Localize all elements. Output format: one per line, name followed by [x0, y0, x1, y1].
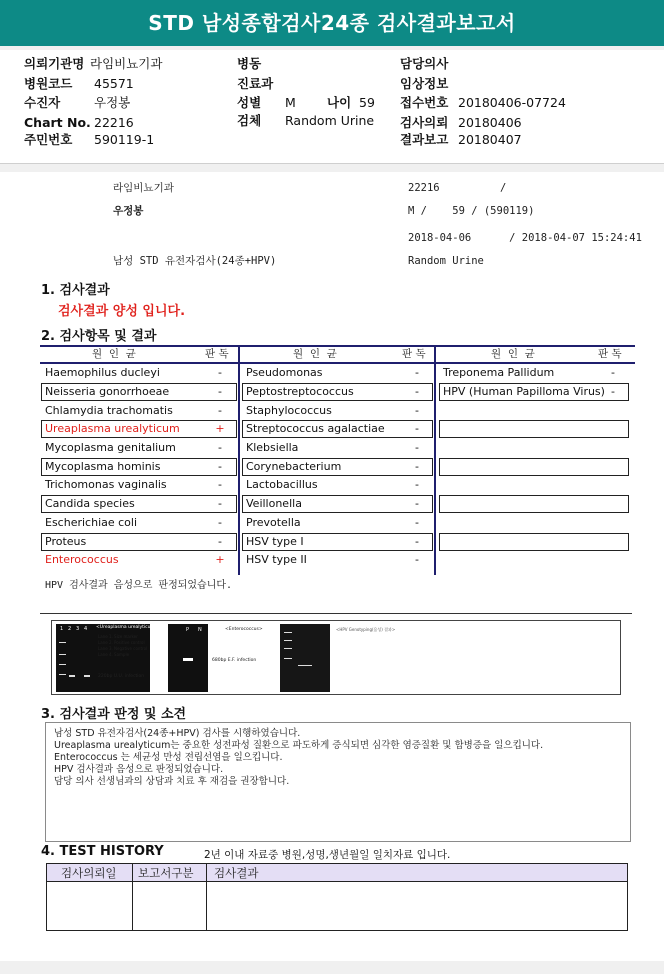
- test-history-note: 2년 이내 자료중 병원,성명,생년월일 일치자료 입니다.: [204, 849, 451, 861]
- pathogen-result: -: [218, 535, 222, 548]
- pathogen-name-positive: Ureaplasma urealyticum: [45, 422, 180, 435]
- pathogen-result: -: [218, 497, 222, 510]
- pathogen-name: Neisseria gonorrhoeae: [45, 385, 170, 398]
- gel-legend-line: Lane 1. Size marker: [98, 634, 138, 639]
- pathogen-result: -: [611, 366, 615, 379]
- opinion-line: Enterococcus 는 세균성 만성 전립선염을 일으킵니다.: [54, 752, 283, 763]
- empty-row-box: [439, 458, 629, 476]
- pathogen-name: Pseudomonas: [246, 366, 323, 379]
- header-label: 병원코드: [24, 76, 73, 91]
- header-receipt-no: [400, 95, 566, 111]
- gel-band-label: 220bp U.U. infection: [98, 674, 145, 679]
- header-request-date: [400, 115, 522, 131]
- col-header-pathogen: 원 인 균: [293, 348, 337, 360]
- table-col-divider: [132, 864, 133, 930]
- gel-band: [59, 674, 66, 675]
- col-report-type: 보고서구분: [138, 866, 194, 880]
- col-header-result: 판 독: [402, 348, 426, 360]
- pathogen-name: Corynebacterium: [246, 460, 342, 473]
- pathogen-name: Prevotella: [246, 516, 301, 529]
- table-col-divider: [434, 345, 436, 575]
- opinion-line: HPV 검사결과 음성으로 판정되었습니다.: [54, 764, 224, 775]
- header-report-date: [400, 132, 522, 148]
- pathogen-name: Haemophilus ducleyi: [45, 366, 160, 379]
- header-value: M: [285, 95, 296, 110]
- pathogen-name: Chlamydia trachomatis: [45, 404, 173, 417]
- gel-band: [59, 654, 66, 655]
- pathogen-name: Lactobacillus: [246, 478, 318, 491]
- header-sex-age: [237, 95, 375, 111]
- gel-lane-label: 2: [68, 626, 72, 632]
- pathogen-result: -: [415, 516, 419, 529]
- header-band: [0, 164, 664, 172]
- patient-specimen: Random Urine: [408, 255, 484, 267]
- header-chart-no: [24, 115, 134, 131]
- patient-chart-sep: /: [500, 182, 507, 194]
- header-doctor: [400, 56, 448, 72]
- header-ward: [237, 56, 261, 72]
- pathogen-result: -: [218, 385, 222, 398]
- pathogen-result: -: [415, 535, 419, 548]
- col-test-result: 검사결과: [214, 866, 259, 880]
- header-label: 담당의사: [400, 56, 449, 71]
- test-history-table: [46, 863, 628, 931]
- patient-dates: 2018-04-06 / 2018-04-07 15:24:41: [408, 232, 642, 244]
- header-label: 병동: [237, 56, 262, 71]
- pathogen-result: -: [218, 441, 222, 454]
- gel-band-label: 680bp E.F. infection: [212, 658, 257, 663]
- pathogen-name: Trichomonas vaginalis: [45, 478, 167, 491]
- gel-lane-label: N: [198, 627, 202, 633]
- gel-band: [59, 642, 66, 643]
- pathogen-result: -: [218, 404, 222, 417]
- gel-band: [284, 632, 292, 633]
- pathogen-result-positive: +: [215, 553, 225, 566]
- pathogen-result: -: [415, 366, 419, 379]
- col-header-result: 판 독: [205, 348, 229, 360]
- pathogen-result: -: [415, 460, 419, 473]
- title-divider: [0, 46, 664, 50]
- patient-clinic: 라임비뇨기과: [113, 182, 174, 194]
- pathogen-name: HPV (Human Papilloma Virus): [443, 385, 605, 398]
- gel-image-strip: [51, 620, 621, 695]
- section-test-result-title: 1. 검사결과: [41, 283, 110, 298]
- pathogen-result: -: [415, 478, 419, 491]
- pathogen-name: Treponema Pallidum: [443, 366, 555, 379]
- header-clinic: [24, 56, 162, 72]
- gel-panel4-title: <HPV Genotyping(음성) 결과>: [336, 627, 396, 632]
- table-col-divider: [206, 864, 207, 930]
- patient-chart: 22216: [408, 182, 440, 194]
- header-clinical-info: [400, 76, 448, 92]
- gel-panel3-title: <Enterococcus>: [225, 627, 263, 632]
- empty-row-box: [439, 533, 629, 551]
- patient-test-name: 남성 STD 유전자검사(24종+HPV): [113, 255, 277, 267]
- patient-sex-age: M / 59 / (590119): [408, 205, 535, 217]
- gel-panel-hpv: [280, 624, 330, 692]
- pathogen-result: -: [218, 478, 222, 491]
- section-opinion-title: 3. 검사결과 판정 및 소견: [41, 707, 187, 722]
- pathogen-result: -: [415, 404, 419, 417]
- header-hospital-code: [24, 76, 134, 92]
- pathogen-name: Mycoplasma hominis: [45, 460, 161, 473]
- header-value: 22216: [94, 115, 134, 130]
- gel-panel1-title: <Ureaplasma urealyticum>: [96, 625, 159, 630]
- pathogen-name: Klebsiella: [246, 441, 299, 454]
- header-patient: [24, 95, 130, 111]
- empty-row-box: [439, 495, 629, 513]
- pathogen-name: Peptostreptococcus: [246, 385, 354, 398]
- patient-name: 우정봉: [113, 205, 144, 217]
- col-header-pathogen: 원 인 균: [491, 348, 535, 360]
- empty-row-box: [439, 420, 629, 438]
- opinion-line: 담당 의사 선생님과의 상담과 치료 후 재검을 권장합니다.: [54, 776, 290, 787]
- section-test-history-title: 4. TEST HISTORY: [41, 844, 164, 859]
- header-label: 검체: [237, 113, 262, 128]
- pathogen-result: -: [218, 366, 222, 379]
- col-header-pathogen: 원 인 균: [92, 348, 136, 360]
- header-label: 접수번호: [400, 95, 449, 110]
- pathogen-result: -: [415, 422, 419, 435]
- report-title: STD 남성종합검사24종 검사결과보고서: [0, 0, 664, 46]
- pathogen-name: Proteus: [45, 535, 87, 548]
- header-value: 590119-1: [94, 132, 155, 147]
- gel-legend-line: Lane 4. Sample: [98, 652, 130, 657]
- gel-legend-line: Lane 3. Negative control: [98, 646, 148, 651]
- gel-divider: [40, 613, 632, 614]
- pathogen-result: -: [415, 553, 419, 566]
- header-label: 진료과: [237, 76, 274, 91]
- gel-band: [284, 648, 292, 649]
- pathogen-result: -: [415, 385, 419, 398]
- gel-band: [183, 658, 193, 661]
- positive-result-text: 검사결과 양성 입니다.: [58, 304, 186, 319]
- test-history-header: [47, 864, 627, 882]
- header-label: 수진자: [24, 95, 61, 110]
- pathogen-name: Veillonella: [246, 497, 302, 510]
- pathogen-result: -: [611, 385, 615, 398]
- gel-legend-line: Lane 2. Positive control: [98, 640, 145, 645]
- gel-band: [84, 675, 90, 677]
- pathogen-name: HSV type I: [246, 535, 304, 548]
- gel-band: [59, 664, 66, 665]
- header-value: 우정봉: [94, 95, 131, 110]
- hpv-note: HPV 검사결과 음성으로 판정되었습니다.: [45, 580, 233, 591]
- header-value: 20180406: [458, 115, 522, 130]
- pathogen-name: Mycoplasma genitalium: [45, 441, 176, 454]
- pathogen-name: HSV type II: [246, 553, 307, 566]
- header-label: 나이: [327, 95, 352, 110]
- pathogen-result: -: [415, 497, 419, 510]
- col-header-result: 판 독: [598, 348, 622, 360]
- pathogen-result: -: [218, 516, 222, 529]
- pathogen-result: -: [218, 460, 222, 473]
- pathogen-result: -: [415, 441, 419, 454]
- header-label: 결과보고: [400, 132, 449, 147]
- header-value: Random Urine: [285, 113, 375, 128]
- header-label: 주민번호: [24, 132, 73, 147]
- gel-lane-label: 4: [84, 626, 88, 632]
- section-test-items-title: 2. 검사항목 및 결과: [41, 329, 157, 344]
- pathogen-name-positive: Enterococcus: [45, 553, 119, 566]
- gel-lane-label: 3: [76, 626, 80, 632]
- table-col-divider: [238, 345, 240, 575]
- opinion-line: Ureaplasma urealyticum는 중요한 성전파성 질환으로 파도하게 증식되면 심각한 염증질환 및 합병증을 일으킵니다.: [54, 740, 544, 751]
- header-value: 라임비뇨기과: [90, 56, 163, 71]
- header-label: 검사의뢰: [400, 115, 449, 130]
- opinion-line: 남성 STD 유전자검사(24종+HPV) 검사를 시행하였습니다.: [54, 728, 301, 739]
- header-label: Chart No.: [24, 115, 91, 130]
- header-label: 임상정보: [400, 76, 449, 91]
- header-resident-no: [24, 132, 154, 148]
- header-specimen: [237, 113, 374, 129]
- pathogen-name: Escherichiae coli: [45, 516, 138, 529]
- header-label: 성별: [237, 95, 262, 110]
- gel-panel-enterococcus: [168, 624, 208, 692]
- gel-band: [69, 675, 75, 677]
- header-value: 20180407: [458, 132, 522, 147]
- footer-band: [0, 961, 664, 974]
- gel-band: [284, 640, 292, 641]
- header-label: 의뢰기관명: [24, 56, 85, 71]
- pathogen-name: Staphylococcus: [246, 404, 332, 417]
- header-value: 20180406-07724: [458, 95, 566, 110]
- pathogen-result-positive: +: [215, 422, 225, 435]
- header-value: 59: [359, 95, 375, 110]
- gel-lane-label: P: [186, 627, 190, 633]
- pathogen-name: Streptococcus agalactiae: [246, 422, 385, 435]
- col-request-date: 검사의뢰일: [61, 866, 117, 880]
- header-dept: [237, 76, 273, 92]
- gel-band: [298, 665, 312, 666]
- header-value: 45571: [94, 76, 134, 91]
- gel-lane-label: 1: [60, 626, 64, 632]
- gel-band: [284, 658, 292, 659]
- pathogen-name: Candida species: [45, 497, 135, 510]
